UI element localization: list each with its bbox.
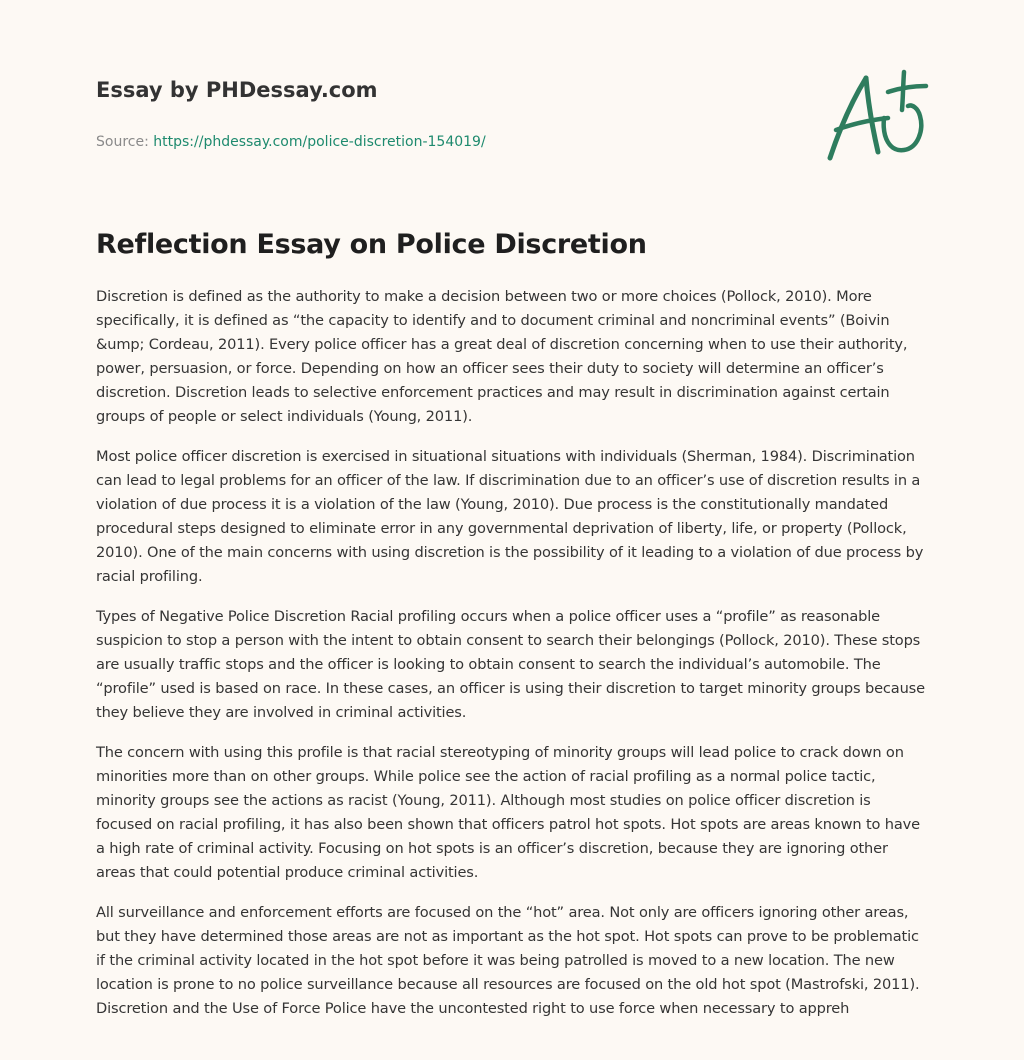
essay-paragraph: Types of Negative Police Discretion Racial profiling occurs when a police officer uses a “profile” as reasonable suspicion to stop a person with the intent to obtain consent to search their belongings (Pollock, 2010). These stops are usually traffic stops and the officer is looking to obtain consent to search the individual’s automobile. The “profile” used is based on race. In these cases, an officer is using their discretion to target minority groups because they believe they are involved in criminal activities.: [96, 608, 925, 721]
essay-title: Reflection Essay on Police Discretion: [96, 229, 647, 260]
essay-body: [96, 285, 931, 1037]
essay-paragraph: All surveillance and enforcement efforts are focused on the “hot” area. Not only are officers ignoring other areas, but they have determined those areas are not as important as the hot spot. Hot spots can prove to be problematic if the criminal activity located in the hot spot before it was being patrolled is moved to a new location. The new location is prone to no police surveillance because all resources are focused on the old hot spot (Mastrofski, 2011). Discretion and the Use of Force Police have the uncontested right to use force when necessary to appreh: [96, 904, 920, 1017]
source-line: [96, 132, 696, 152]
source-link[interactable]: https://phdessay.com/police-discretion-154019/: [153, 134, 486, 150]
essay-header: [96, 76, 696, 152]
site-brand: Essay by PHDessay.com: [96, 78, 378, 102]
source-label: Source:: [96, 134, 149, 150]
essay-paragraph: Most police officer discretion is exercised in situational situations with individuals (Sherman, 1984). Discrimination can lead to legal problems for an officer of the law. If discrimination due to an officer’s use of discretion results in a violation of due process it is a violation of the law (Young, 2010). Due process is the constitutionally mandated procedural steps designed to eliminate error in any governmental deprivation of liberty, life, or property (Pollock, 2010). One of the main concerns with using discretion is the possibility of it leading to a violation of due process by racial profiling.: [96, 448, 924, 585]
essay-paragraph: Discretion is defined as the authority to make a decision between two or more choices (Pollock, 2010). More specifically, it is defined as “the capacity to identify and to document criminal and noncriminal events” (Boivin &ump; Cordeau, 2011). Every police officer has a great deal of discretion concerning when to use their authority, power, persuasion, or force. Depending on how an officer sees their duty to society will determine an officer’s discretion. Discretion leads to selective enforcement practices and may result in discrimination against certain groups of people or select individuals (Young, 2011).: [96, 288, 908, 425]
a-plus-grade-icon: [822, 64, 932, 164]
essay-paragraph: The concern with using this profile is that racial stereotyping of minority groups will lead police to crack down on minorities more than on other groups. While police see the action of racial profiling as a normal police tactic, minority groups see the actions as racist (Young, 2011). Although most studies on police officer discretion is focused on racial profiling, it has also been shown that officers patrol hot spots. Hot spots are areas known to have a high rate of criminal activity. Focusing on hot spots is an officer’s discretion, because they are ignoring other areas that could potential produce criminal activities.: [96, 744, 920, 881]
